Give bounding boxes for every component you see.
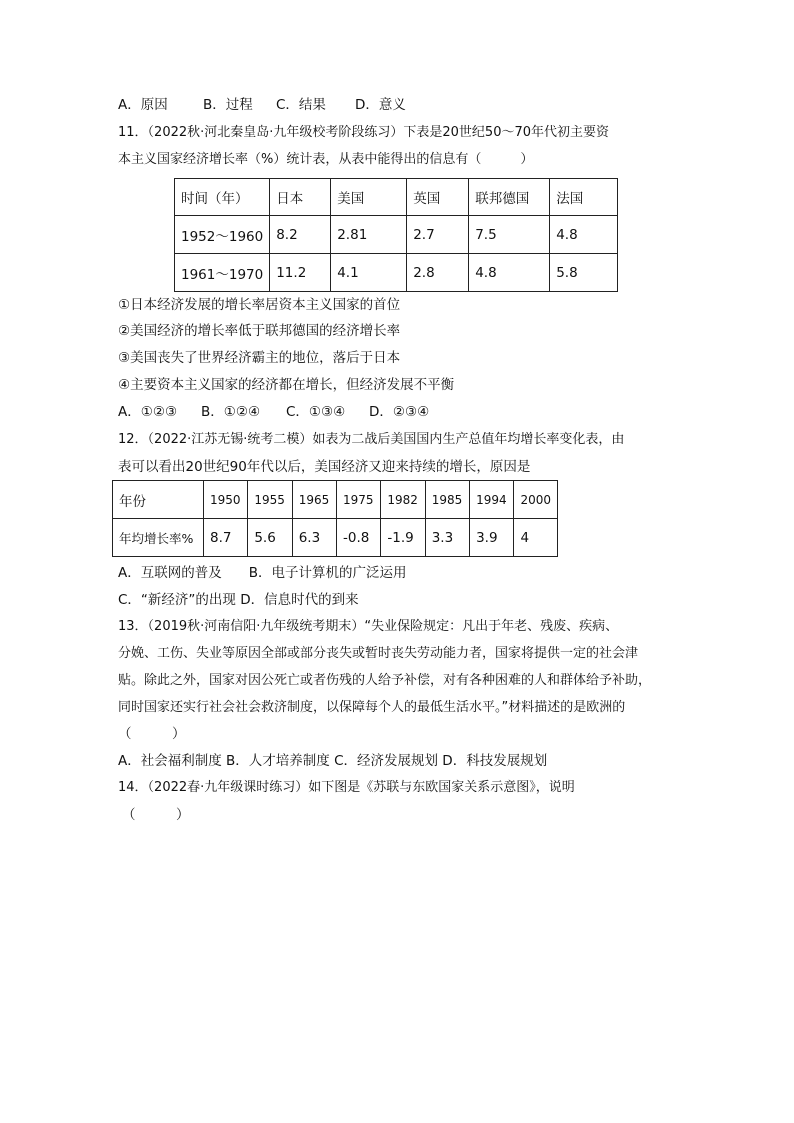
table-header-cell: 1985 [425, 481, 469, 519]
q10-options [118, 96, 406, 114]
table-cell: 5.6 [248, 519, 292, 557]
table-row [113, 519, 558, 557]
table-header-cell: 英国 [407, 179, 469, 216]
table-cell: 4.1 [331, 254, 407, 292]
q14-answer-blank: （ ） [122, 807, 190, 823]
table-row [113, 481, 558, 519]
table-cell: 2.8 [407, 254, 469, 292]
q10-option-b: B．过程 [203, 97, 253, 113]
table-header-cell: 1975 [337, 481, 381, 519]
q13-stem-line4: 同时国家还实行社会社会救济制度，以保障每个人的最低生活水平。”材料描述的是欧洲的 [118, 700, 626, 715]
q11-statement-1: ①日本经济发展的增长率居资本主义国家的首位 [118, 297, 401, 313]
table-cell: 4 [514, 519, 558, 557]
q12-stem-line1: 12．（2022·江苏无锡·统考二模）如表为二战后美国国内生产总值年均增长率变化表，由 [118, 432, 625, 447]
table-cell: -0.8 [337, 519, 381, 557]
table-cell: 1952～1960 [175, 216, 270, 254]
table-cell: 11.2 [270, 254, 331, 292]
q11-statement-2: ②美国经济的增长率低于联邦德国的经济增长率 [118, 323, 401, 339]
q12-options-line1: A．互联网的普及 B．电子计算机的广泛运用 [118, 565, 407, 581]
table-header-cell: 1950 [204, 481, 248, 519]
table-header-cell: 年份 [113, 481, 204, 519]
q11-stem-line1: 11．（2022秋·河北秦皇岛·九年级校考阶段练习）下表是20世纪50～70年代初主要资 [118, 125, 610, 140]
table-cell: 4.8 [469, 254, 550, 292]
table-header-cell: 日本 [270, 179, 331, 216]
q11-statement-4: ④主要资本主义国家的经济都在增长，但经济发展不平衡 [118, 377, 455, 393]
table-cell: 8.7 [204, 519, 248, 557]
table-header-cell: 1982 [381, 481, 425, 519]
q11-options [118, 403, 429, 421]
q13-stem-line1: 13．（2019秋·河南信阳·九年级统考期末）“失业保险规定：凡出于年老、残废、疾病、 [118, 619, 619, 634]
q10-option-d: D．意义 [355, 97, 406, 113]
table-row [175, 254, 618, 292]
table-cell: 4.8 [550, 216, 618, 254]
table-row [175, 216, 618, 254]
q13-stem-line3: 贴。除此之外，国家对因公死亡或者伤残的人给予补偿，对有各种困难的人和群体给予补助， [118, 673, 652, 688]
q12-stem-line2: 表可以看出20世纪90年代以后，美国经济又迎来持续的增长，原因是 [118, 459, 531, 475]
table-cell: 3.9 [470, 519, 514, 557]
q11-option-b: B．①②④ [201, 404, 261, 420]
q12-gdp-table [112, 480, 558, 557]
q14-stem-line1: 14．（2022春·九年级课时练习）如下图是《苏联与东欧国家关系示意图》，说明 [118, 780, 575, 795]
q11-option-a: A．①②③ [118, 404, 178, 420]
table-cell: 6.3 [292, 519, 336, 557]
table-header-cell: 1994 [470, 481, 514, 519]
table-cell: 5.8 [550, 254, 618, 292]
table-cell: 年均增长率% [113, 519, 204, 557]
q11-stem-line2: 本主义国家经济增长率（%）统计表，从表中能得出的信息有（ ） [118, 152, 534, 167]
table-cell: 2.81 [331, 216, 407, 254]
table-header-cell: 法国 [550, 179, 618, 216]
q11-option-c: C．①③④ [286, 404, 346, 420]
table-header-cell: 联邦德国 [469, 179, 550, 216]
q11-growth-table [174, 178, 618, 292]
table-row [175, 179, 618, 216]
q10-option-c: C．结果 [276, 97, 326, 113]
table-header-cell: 2000 [514, 481, 558, 519]
table-header-cell: 美国 [331, 179, 407, 216]
table-cell: 2.7 [407, 216, 469, 254]
q12-options-line2: C．“新经济”的出现 D．信息时代的到来 [118, 592, 359, 608]
q11-statement-3: ③美国丧失了世界经济霸主的地位，落后于日本 [118, 350, 401, 366]
q13-answer-blank: （ ） [118, 726, 186, 742]
q10-option-a: A．原因 [118, 97, 168, 113]
table-cell: -1.9 [381, 519, 425, 557]
q13-stem-line2: 分娩、工伤、失业等原因全部或部分丧失或暂时丧失劳动能力者，国家将提供一定的社会津 [118, 646, 639, 661]
q11-option-d: D．②③④ [369, 404, 430, 420]
table-cell: 7.5 [469, 216, 550, 254]
table-header-cell: 时间（年） [175, 179, 270, 216]
table-cell: 3.3 [425, 519, 469, 557]
table-header-cell: 1955 [248, 481, 292, 519]
table-cell: 1961～1970 [175, 254, 270, 292]
table-header-cell: 1965 [292, 481, 336, 519]
table-cell: 8.2 [270, 216, 331, 254]
q13-options: A．社会福利制度 B．人才培养制度 C．经济发展规划 D．科技发展规划 [118, 753, 548, 769]
